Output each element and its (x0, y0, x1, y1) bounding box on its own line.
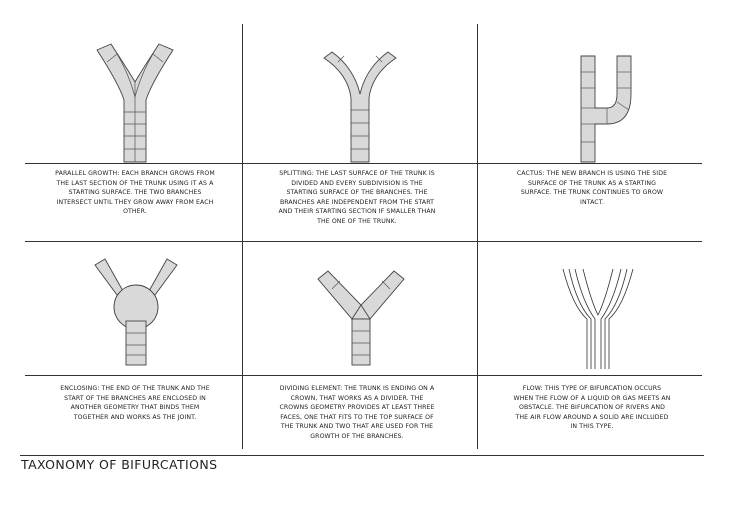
caption-flow: FLOW: THIS TYPE OF BIFURCATION OCCURS WHEN THE FLOW OF A LIQUID OR GAS MEETS AN OBSTACLE. THE BIFURCATION OF RIVERS AND THE AIR FLOW AROUND A SOLID ARE INCLUDED IN THIS TYPE. (513, 385, 671, 431)
caption-parallel-growth: PARALLEL GROWTH: EACH BRANCH GROWS FROM THE LAST SECTION OF THE TRUNK USING IT AS A STARTING SURFACE. THE TWO BRANCHES INTERSECT UNTIL THEY GROW AWAY FROM EACH OTHER. (55, 170, 215, 216)
dividing-element-figure (316, 269, 406, 367)
caption-splitting: SPLITTING: THE LAST SURFACE OF THE TRUNK IS DIVIDED AND EVERY SUBDIVISION IS THE STARTING SURFACE OF THE BRANCHES. THE BRANCHES ARE INDEPENDENT FROM THE START AND THEIR STARTING SECTION IF SMALLER THAN THE ONE OF THE TRUNK. (278, 170, 436, 225)
caption-enclosing: ENCLOSING: THE END OF THE TRUNK AND THE START OF THE BRANCHES ARE ENCLOSED IN ANOTHER GEOMETRY THAT BINDS THEM TOGETHER AND WORKS AS THE JOINT. (60, 385, 210, 421)
cell-flow (477, 241, 702, 449)
cell-dividing-element (242, 241, 477, 449)
cactus-figure (577, 54, 637, 164)
cell-enclosing (25, 241, 242, 449)
enclosing-figure (93, 255, 179, 367)
flow-figure (561, 267, 635, 371)
page-title: TAXONOMY OF BIFURCATIONS (21, 457, 218, 472)
title-divider (20, 455, 704, 456)
splitting-figure (322, 50, 398, 164)
caption-cactus: CACTUS: THE NEW BRANCH IS USING THE SIDE SURFACE OF THE TRUNK AS A STARTING SURFACE. THE TRUNK CONTINUES TO GROW INTACT. (516, 170, 668, 206)
caption-dividing-element: DIVIDING ELEMENT: THE TRUNK IS ENDING ON A CROWN, THAT WORKS AS A DIVIDER. THE CROWNS GEOMETRY PROVIDES AT LEAST THREE FACES, ONE THAT FITS TO THE TOP SURFACE OF THE TRUNK AND TWO THAT ARE USED FOR THE GROWTH OF THE BRANCHES. (279, 385, 435, 440)
parallel-growth-figure (95, 42, 175, 164)
cell-parallel-growth (25, 24, 242, 241)
cell-splitting (242, 24, 477, 241)
cell-cactus (477, 24, 702, 241)
